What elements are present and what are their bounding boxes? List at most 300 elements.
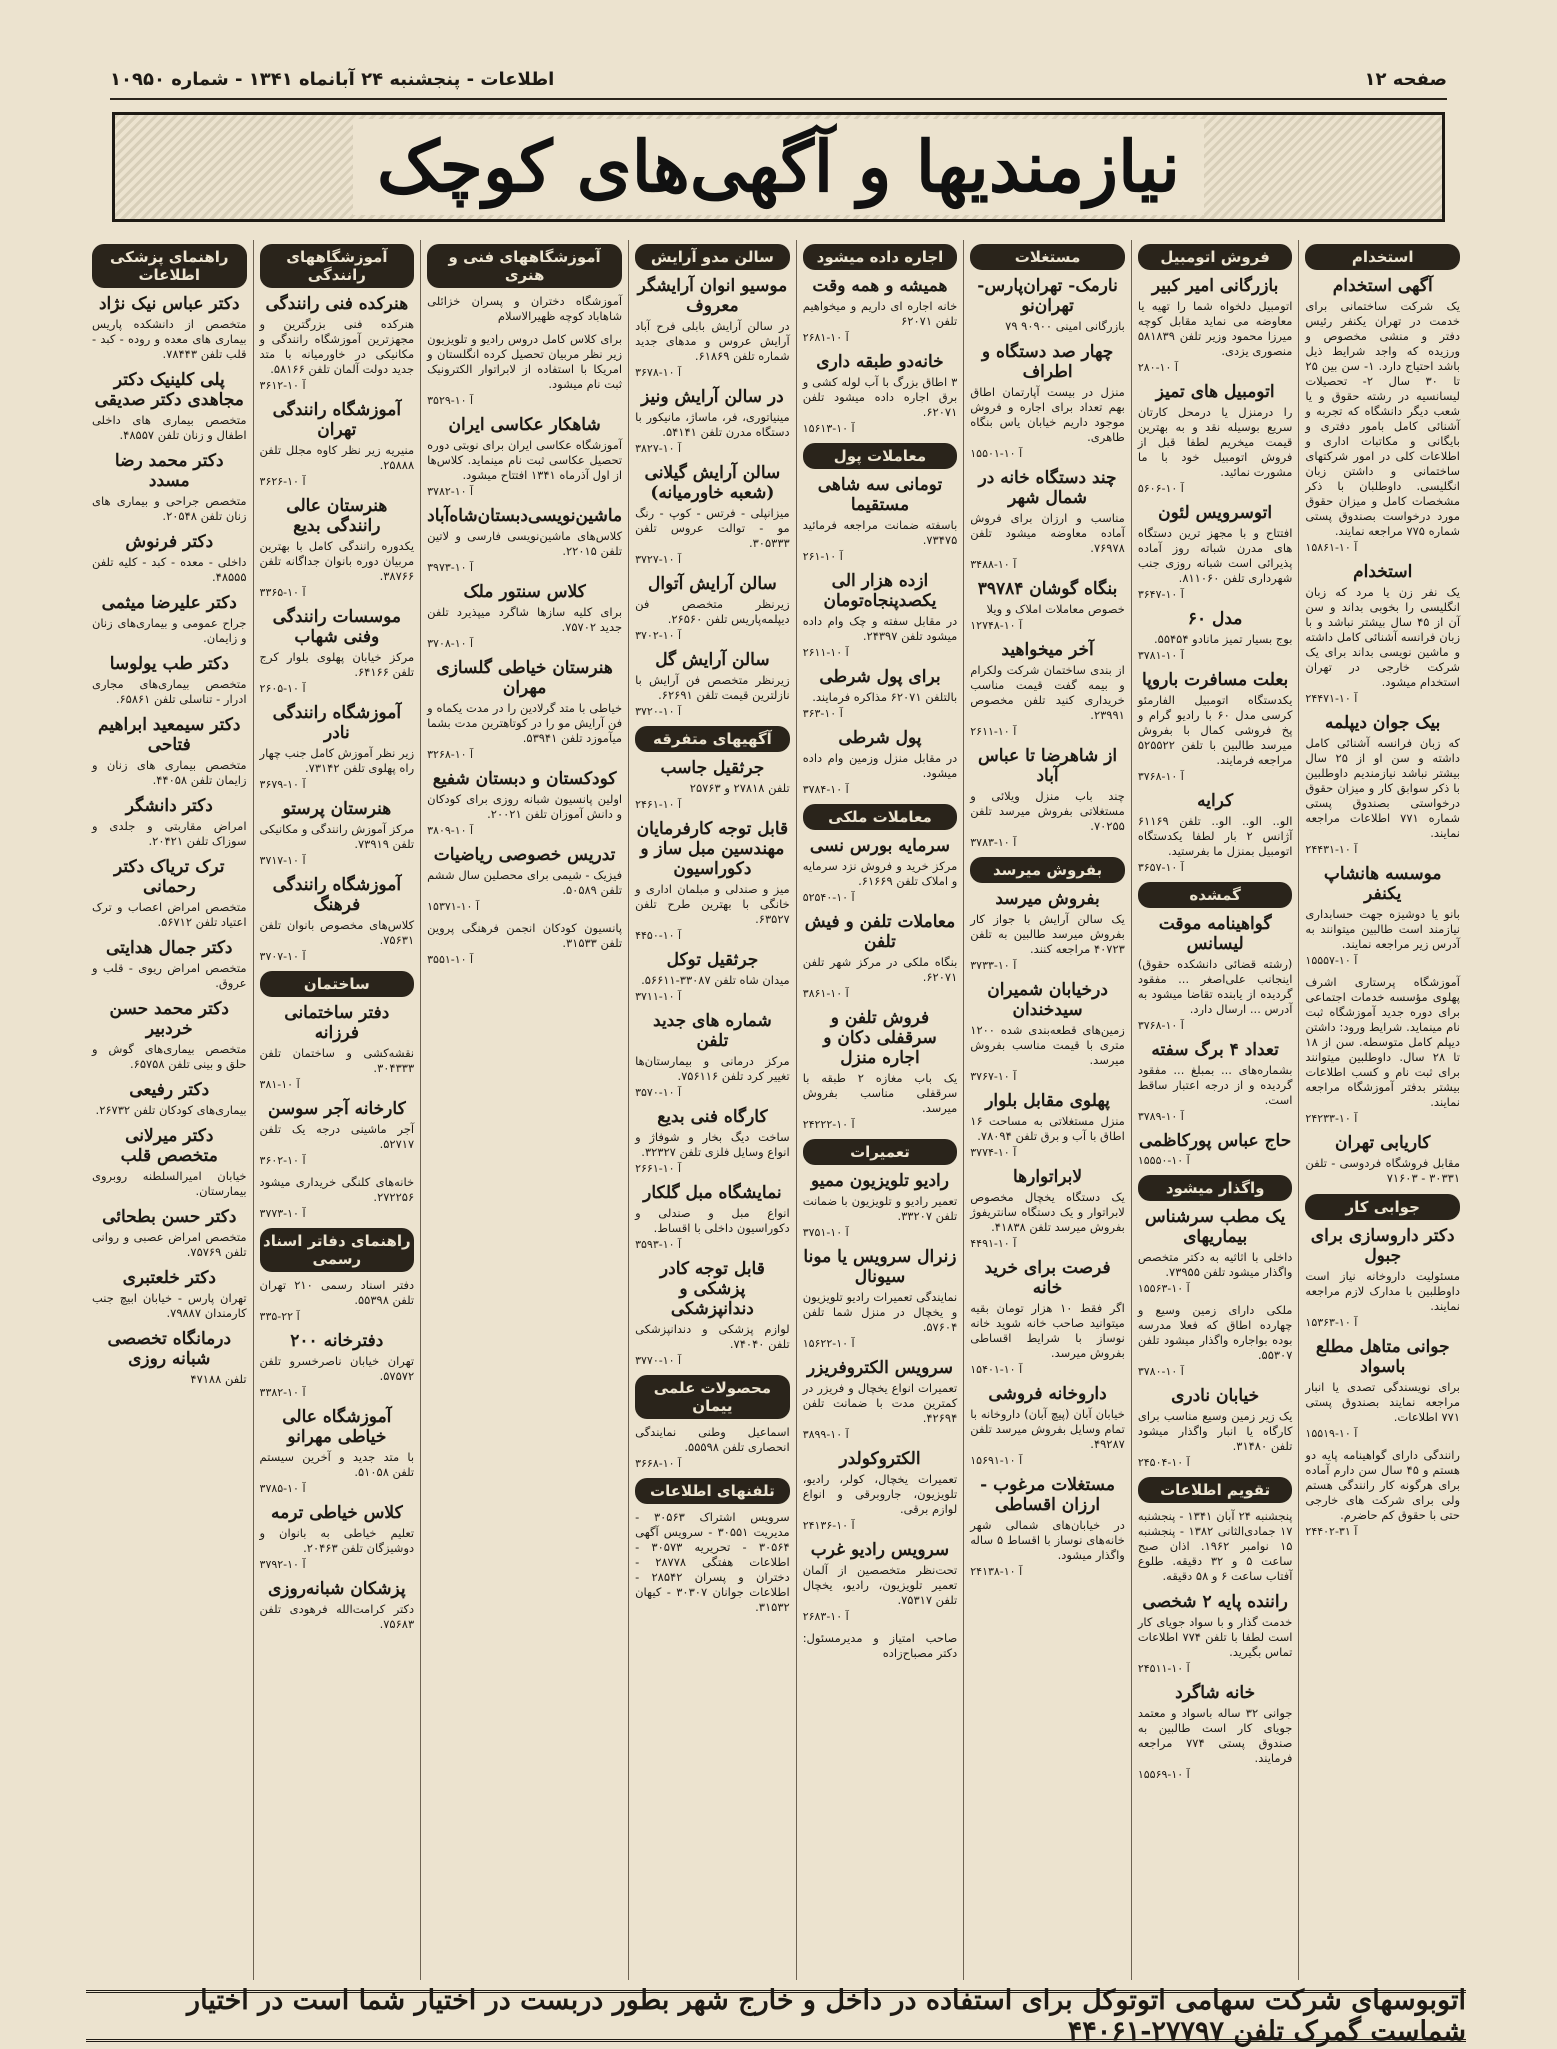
ad-title: از شاهرضا تا عباس آباد <box>977 746 1118 786</box>
ad-title: زنرال سرویس یا مونا سیونال <box>803 1247 957 1287</box>
ad-code: ۳۶۴۷-۱۰ آ <box>1137 588 1184 601</box>
ad-title: هنرستان خیاطی گلسازی مهران <box>436 658 613 698</box>
ad-title: اتومبیل های تمیز <box>1155 382 1275 402</box>
ad-text: در سالن آرایش بابلی فرح آباد آرایش عروس و مدهای جدید شماره تلفن ۶۱۸۶۹. <box>635 319 790 363</box>
ad-text: صاحب امتیاز و مدیرمسئول: دکتر مصباح‌زاده <box>802 1631 958 1660</box>
ad-text: خانه اجاره ای داریم و میخواهیم تلفن ۶۲۰۷۱ <box>802 299 958 328</box>
ad-code: ۱۵۴۰۱-۱۰ آ <box>970 1363 1023 1376</box>
ad-text: پانسیون کودکان انجمن فرهنگی پروین تلفن ۳۱۵۳۳. <box>427 921 623 950</box>
classified-ad <box>1305 276 1460 554</box>
issue-info: اطلاعات - پنجشنبه ۲۴ آبانماه ۱۳۴۱ - شماره ۱۰۹۵۰ <box>110 68 555 90</box>
ad-title: آموزشگاه رانندگی فرهنگ <box>272 875 402 915</box>
column-6 <box>420 240 628 1980</box>
ad-title: آگهی استخدام <box>1332 276 1433 296</box>
classified-ad <box>803 728 958 796</box>
ad-text: امراض مقاربتی و جلدی و سوزاک تلفن ۲۰۴۲۱. <box>91 819 247 848</box>
ad-text: برای نویسندگی تصدی یا انبار مراجعه نمایند بصندوق پستی ۷۷۱ اطلاعات. <box>1305 1380 1460 1424</box>
ad-code: ۳۶۳-۱۰ آ <box>802 707 843 720</box>
ad-text: در مقابل منزل وزمین وام داده میشود. <box>802 751 958 780</box>
ad-text: کلاس‌های مخصوص بانوان تلفن ۷۵۶۳۱. <box>259 918 415 947</box>
ad-text: جراح عمومی و بیماری‌های زنان و زایمان. <box>91 616 247 645</box>
ad-code: ۳۹۷۳-۱۰ آ <box>427 561 474 574</box>
ad-title: سالن آرایش گیلانی (شعبه خاورمیانه) <box>644 463 781 503</box>
classified-ad <box>970 1091 1125 1159</box>
classified-ad <box>970 1258 1125 1376</box>
classified-ad <box>635 1011 790 1099</box>
ad-text: میزانپلی - فرتس - کوپ - رنگ مو - توالت عروس تلفن ۳۰۵۳۳۳. <box>635 506 790 550</box>
classified-ad <box>92 715 247 788</box>
ad-text: یکدستگاه اتومبیل الفارمئو کرسی مدل ۶۰ با رادیو گرام و پخ فروشی کمال با بفروش میرسد طالبین با تلفن ۵۲۵۵۲۲ مراجعه فرمایند. <box>1137 693 1293 767</box>
ad-code: ۳۷۵۱-۱۰ آ <box>802 1226 849 1239</box>
ad-title: استخدام <box>1353 562 1413 582</box>
classified-ad <box>803 1247 958 1350</box>
ad-text: خیابان آبان (پیچ آبان) داروخانه با تمام وسایل بفروش میرسد تلفن ۴۹۲۸۷. <box>970 1407 1125 1451</box>
ad-code: ۳۷۱۱-۱۰ آ <box>635 990 682 1003</box>
ad-text: متخصص بیماری‌های گوش و حلق و بینی تلفن ۶۵۷۵۸. <box>91 1042 247 1071</box>
ad-text: مرکز آموزش رانندگی و مکانیکی تلفن ۷۳۹۱۹. <box>259 822 415 851</box>
classified-ad <box>92 938 247 991</box>
ad-text: خصوص معاملات املاک و ویلا <box>986 602 1125 616</box>
ad-title: تعداد ۴ برگ سفته <box>1151 1040 1279 1060</box>
ad-code: ۵۶۰۶-۱۰ آ <box>1137 482 1184 495</box>
ad-code: ۳۷۸۵-۱۰ آ <box>259 1482 306 1495</box>
ad-text: مینیاتوری، فر، ماساژ، مانیکور با دستگاه مدرن تلفن ۵۴۱۴۱. <box>635 410 790 439</box>
classified-ad <box>427 769 622 837</box>
ad-text: میدان شاه تلفن ۳۳۰۸۷-۵۶۶۱۱. <box>641 973 790 987</box>
ad-title: دکتر داروسازی برای جبول <box>1310 1226 1455 1266</box>
ad-text: زمین‌های قطعه‌بندی شده ۱۲۰۰ متری با قیمت مناسب بفروش میرسد. <box>970 1023 1125 1067</box>
ad-code: ۳۵۵۱-۱۰ آ <box>427 953 474 966</box>
ad-text: بالتلفن ۶۲۰۷۱ مذاکره فرمایند. <box>812 690 958 704</box>
ad-text: یک شرکت ساختمانی برای خدمت در تهران یکنفر رئیس دفتر و منشی مخصوص و ورزیده که واجد شرایط ذیل باشد احتیاج دارد. ۱- سن بین ۲۵ تا ۳۰ سال ۲- تحصیلات لیسانسیه در رشته حقوق و یا شعب دیگر دانشگاه که تجربه و آشنائی کامل بامور دفتری و بایگانی و مکاتبات اداری و اطلاعات کلی در امور شرکتهای ساختمانی و داشتن زبان انگلیسی. داوطلبان با ذکر مشخصات کامل و میزان حقوق مورد درخواست بصندوق پستی شماره ۷۷۵ مراجعه نمایند. <box>1305 299 1460 538</box>
ad-code: ۳۶۱۲-۱۰ آ <box>259 379 306 392</box>
ad-text: یکدوره رانندگی کامل با بهترین مربیان دوره بانوان جداگانه تلفن ۳۸۷۶۶. <box>259 539 415 583</box>
classified-ad <box>803 276 958 344</box>
section-header: تعمیرات <box>803 1139 958 1165</box>
classified-ad <box>1138 1386 1293 1469</box>
ad-code: ۱۵۵۰۱-۱۰ آ <box>970 447 1023 460</box>
ad-title: شماره های جدید تلفن <box>653 1011 772 1051</box>
classified-ad <box>427 845 622 913</box>
ad-text: متخصص جراحی و بیماری های زنان تلفن ۲۰۵۴۸. <box>91 494 247 523</box>
classified-ad <box>1305 562 1460 705</box>
classified-ad <box>427 506 622 574</box>
ad-title: کرایه <box>1197 791 1234 811</box>
ad-code: ۳۷۱۷-۱۰ آ <box>259 854 306 867</box>
ad-text: یک سالن آرایش با جواز کار بفروش میرسد طالبین به تلفن ۴۰۷۲۳ مراجعه کنند. <box>970 912 1125 956</box>
ad-text: تعمیرات انواع یخچال و فریزر در کمترین مدت با ضمانت تلفن ۴۲۶۹۴. <box>802 1381 958 1425</box>
classified-ad <box>1138 1509 1293 1584</box>
classified-ad <box>635 1425 790 1470</box>
section-header: جوابی کار <box>1305 1194 1460 1220</box>
ad-code: ۱۵۳۷۱-۱۰ آ <box>427 900 480 913</box>
classified-ad <box>260 875 415 963</box>
classified-ad <box>260 1099 415 1167</box>
classified-ad <box>803 836 958 904</box>
ad-title: گواهینامه موقت لیسانس <box>1158 914 1272 954</box>
ad-title: موسسه هانشاپ یکنفر <box>1323 864 1442 904</box>
classified-ad <box>92 1268 247 1321</box>
ad-title: دکتر دانشگر <box>125 796 213 816</box>
ad-title: بازرگانی امیر کبیر <box>1151 276 1279 296</box>
ad-code: ۳۷۹۲-۱۰ آ <box>259 1558 306 1571</box>
classified-ad <box>1305 1226 1460 1329</box>
ad-text: منزل در بیست آپارتمان اطاق بهم تعداد برای اجاره و فروش موجود داریم خیابان یاس بنگاه طاهری. <box>970 385 1125 444</box>
ad-title: اتوسرویس لئون <box>1158 503 1273 523</box>
ad-text: برای کلاس کامل دروس رادیو و تلویزیون زیر نظر مربیان تحصیل کرده انگلستان و امریکا با استفاده از لابراتوار الکترونیک ثبت نام میشود. <box>427 332 623 391</box>
classified-ad <box>1138 1683 1293 1781</box>
ad-text: باسفته ضمانت مراجعه فرمائید ۷۳۴۷۵. <box>802 518 958 547</box>
section-header: بفروش میرسد <box>970 857 1125 883</box>
section-header: تقویم اطلاعات <box>1138 1477 1293 1503</box>
ad-text: که زبان فرانسه آشنائی کامل داشته و سن او از ۲۵ سال بیشتر نباشد نیازمندیم داوطلبین با ذکر سوابق کار و میزان حقوق درخواستی بصندوق پستی شماره ۷۷۱ اطلاعات مراجعه نمایند. <box>1305 736 1460 840</box>
column-8 <box>86 240 253 1980</box>
classified-ad <box>970 1167 1125 1250</box>
ad-text: خیاطی با متد گرلادین را در مدت یکماه و فن آرایش مو را در کوتاهترین مدت بشما میآموزد تلفن ۵۳۹۴۱. <box>427 701 623 745</box>
classified-ad <box>1138 382 1293 495</box>
ad-text: خانه‌های کلنگی خریداری میشود ۲۷۲۲۵۶. <box>259 1175 415 1204</box>
ad-text: متخصص امراض اعصاب و ترک اعتیاد تلفن ۵۶۷۱۲. <box>91 900 247 929</box>
classified-ad <box>803 475 958 563</box>
ad-code: ۳۸۱-۱۰ آ <box>259 1078 300 1091</box>
classified-ad <box>260 1407 415 1495</box>
ad-text: در خیابان‌های شمالی شهر خانه‌های نوساز با اقساط ۵ ساله واگذار میشود. <box>970 1518 1125 1562</box>
classified-ad <box>635 1510 790 1615</box>
ad-text: خیابان امیرالسلطنه روبروی بیمارستان. <box>91 1169 247 1198</box>
classified-ad <box>635 650 790 718</box>
classified-ad <box>803 571 958 659</box>
ad-code: ۲۶۱-۱۰ آ <box>802 550 843 563</box>
ad-code: ۱۵۵۵۷-۱۰ آ <box>1305 954 1358 967</box>
ad-code: ۳۳۶۵-۱۰ آ <box>259 586 306 599</box>
ad-title: معاملات تلفن و فیش تلفن <box>804 912 956 952</box>
ad-title: هنرستان پرستو <box>282 799 392 819</box>
classified-ad <box>92 593 247 646</box>
ad-text: ساخت دیگ بخار و شوفاژ و انواع وسایل فلزی تلفن ۳۲۳۲۷. <box>635 1130 790 1159</box>
ad-code: ۳۷۲۰-۱۰ آ <box>635 705 682 718</box>
ad-text: بیماری‌های کودکان تلفن ۲۶۷۳۲. <box>95 1103 247 1117</box>
section-header: فروش اتومبیل <box>1138 244 1293 270</box>
ad-code: ۴۴۵۰-۱۰ آ <box>635 929 682 942</box>
ad-text: یک زیر زمین وسیع مناسب برای کارگاه یا انبار واگذار میشود تلفن ۳۱۴۸۰. <box>1137 1409 1293 1453</box>
classified-ad <box>92 1329 247 1387</box>
classified-ad <box>260 1278 415 1323</box>
ad-code: ۳۶۶۸-۱۰ آ <box>635 1457 682 1470</box>
ad-text: الو.. الو.. الو.. تلفن ۶۱۱۶۹ آژانس ۲ بار لطفا یکدستگاه اتومبیل بمنزل ما بفرستید. <box>1137 814 1293 858</box>
ad-text: ۳ اطاق بزرگ با آب لوله کشی و برق اجاره داده میشود تلفن ۶۲۰۷۱. <box>802 375 958 419</box>
classified-ad <box>1138 503 1293 601</box>
classified-ad <box>803 912 958 1000</box>
ad-title: آموزشگاه رانندگی نادر <box>272 703 402 743</box>
ad-title: دکتر عباس نیک نژاد <box>98 294 240 314</box>
ad-title: دکتر فرنوش <box>125 532 214 552</box>
ad-title: مستغلات مرغوب - ارزان اقساطی <box>980 1475 1115 1515</box>
classified-ad <box>92 1080 247 1118</box>
ad-code: ۴۴۹۱-۱۰ آ <box>970 1237 1017 1250</box>
ad-code: ۳۵۹۳-۱۰ آ <box>635 1238 682 1251</box>
classified-ad <box>92 857 247 930</box>
ad-title: برای پول شرطی <box>819 667 941 687</box>
ad-title: لابراتوارها <box>1012 1167 1083 1187</box>
ad-title: آموزشگاه رانندگی تهران <box>272 400 402 440</box>
ad-text: زیر نظر آموزش کامل جنب چهار راه پهلوی تلفن ۷۳۱۴۲. <box>259 746 415 775</box>
ad-text: تلفن ۲۷۸۱۸ و ۲۵۷۶۳ <box>689 781 790 795</box>
ad-text: دفتر اسناد رسمی ۲۱۰ تهران تلفن ۵۵۳۹۸. <box>259 1278 415 1307</box>
banner-title: نیازمندیها و آگهی‌های کوچک <box>353 119 1204 215</box>
ad-code: ۲۶۰۵-۱۰ آ <box>259 682 306 695</box>
ad-title: راننده پایه ۲ شخصی <box>1142 1592 1288 1612</box>
classified-ad <box>260 400 415 488</box>
section-header: واگذار میشود <box>1138 1175 1293 1201</box>
section-header: گمشده <box>1138 882 1293 908</box>
column-3 <box>963 240 1131 1980</box>
ad-title: هنرستان عالی رانندگی بدیع <box>286 496 388 536</box>
ad-title: کارگاه فنی بدیع <box>657 1107 768 1127</box>
classified-ad <box>635 276 790 379</box>
ad-text: متخصص بیماری‌های مجاری ادرار - تناسلی تلفن ۶۵۸۶۱. <box>91 677 247 706</box>
ad-code: ۲۴۵۱۱-۱۰ آ <box>1137 1662 1190 1675</box>
classified-ad <box>635 1107 790 1175</box>
ad-text: تعمیر رادیو و تلویزیون با ضمانت تلفن ۳۳۲۰۷. <box>802 1194 958 1223</box>
ad-code: ۳۷۷۳-۱۰ آ <box>259 1207 306 1220</box>
ad-title: کلاس سنتور ملک <box>463 582 586 602</box>
section-header: استخدام <box>1305 244 1460 270</box>
ad-code: ۲۴۱۳۶-۱۰ آ <box>802 1519 855 1532</box>
ad-code: ۲۴۴۳۱-۱۰ آ <box>1305 843 1358 856</box>
section-header: ساختمان <box>260 971 415 997</box>
ad-title: آموزشگاه عالی خیاطی مهرانو <box>282 1407 392 1447</box>
ad-code: ۳۳۸۲-۱۰ آ <box>259 1386 306 1399</box>
ad-code: ۱۵۶۹۱-۱۰ آ <box>970 1454 1023 1467</box>
ad-title: سرمایه بورس نسی <box>809 836 951 856</box>
column-4 <box>796 240 964 1980</box>
section-header: راهنمای دفاتر اسناد رسمی <box>260 1228 415 1272</box>
ad-text: متخصص بیماری های داخلی اطفال و زنان تلفن ۴۸۵۵۷. <box>91 413 247 442</box>
footer-ad <box>86 1985 1466 2047</box>
classified-ad <box>803 1631 958 1661</box>
classified-ad <box>635 1259 790 1367</box>
ad-code: ۵۲۵۴۰-۱۰ آ <box>802 891 855 904</box>
section-header: معاملات پول <box>803 443 958 469</box>
ad-title: موسیو انوان آرایشگر معروف <box>637 276 788 316</box>
ad-title: آخر میخواهید <box>1001 640 1094 660</box>
ad-code: ۳۳۵-۲۲ آ <box>259 1310 300 1323</box>
classified-ad <box>1305 1133 1460 1186</box>
ad-code: ۳۷۶۸-۱۰ آ <box>1137 770 1184 783</box>
ad-text: اگر فقط ۱۰ هزار تومان بقیه میتوانید صاحب خانه شوید خانه نوساز با شرایط اقساطی بفروش میرسد. <box>970 1301 1125 1360</box>
ad-text: داخلی با اثاثیه به دکتر متخصص واگذار میشود تلفن ۷۳۹۵۵. <box>1137 1250 1293 1279</box>
ad-code: ۳۸۶۱-۱۰ آ <box>802 987 849 1000</box>
ad-code: ۳۷۷۰-۱۰ آ <box>635 1354 682 1367</box>
ad-text: متخصص امراض ریوی - قلب و عروق. <box>91 961 247 990</box>
ad-title: بیک جوان دیپلمه <box>1325 713 1441 733</box>
ad-title: درخیابان شمیران سیدخندان <box>987 980 1108 1020</box>
ad-text: آجر ماشینی درجه یک تلفن ۵۲۷۱۷. <box>259 1122 415 1151</box>
ad-text: متخصص امراض عصبی و روانی تلفن ۷۵۷۶۹. <box>91 1230 247 1259</box>
ad-title: پلی کلینیک دکتر مجاهدی دکتر صدیقی <box>94 370 244 410</box>
ad-text: ملکی دارای زمین وسیع و چهارده اطاق که فعلا مدرسه بوده بواجاره واگذار میشود تلفن ۵۵۳۰۷. <box>1137 1303 1293 1362</box>
ad-text: از بندی ساختمان شرکت ولکرام و بیمه گفت قیمت مناسب خریداری کنید تلفن مخصوص ۲۳۹۹۱. <box>970 663 1125 722</box>
ad-title: جوانی متاهل مطلع باسواد <box>1315 1337 1450 1377</box>
ad-text: تهران خیابان ناصرخسرو تلفن ۵۷۵۷۲. <box>259 1354 415 1383</box>
classified-ad <box>803 1540 958 1623</box>
ad-title: در سالن آرایش ونیز <box>641 387 784 407</box>
classified-ad <box>260 1331 415 1399</box>
ad-title: چند دستگاه خانه در شمال شهر <box>978 468 1117 508</box>
ad-text: را درمنزل یا درمحل کارتان سریع بوسیله نقد و به بهترین قیمت میخریم لطفا قبل از فروش اتومبیل خود با ما مشورت نمائید. <box>1137 405 1293 479</box>
classified-ad <box>1138 1207 1293 1295</box>
ad-code: ۲۶۶۱-۱۰ آ <box>635 1162 682 1175</box>
classified-ad <box>92 294 247 362</box>
ad-text: مرکز خیابان پهلوی بلوار کرج تلفن ۶۴۱۶۶. <box>259 650 415 679</box>
ad-text: تعمیرات یخچال، کولر، رادیو، تلویزیون، جاروبرقی و انواع لوازم برقی. <box>802 1472 958 1516</box>
classified-ad <box>260 607 415 695</box>
classified-ad <box>260 1579 415 1632</box>
ad-title: داروخانه فروشی <box>988 1384 1107 1404</box>
classified-ad <box>1138 609 1293 662</box>
classified-ad <box>260 703 415 791</box>
ad-text: چند باب منزل ویلائی و مستغلاتی بفروش میرسد تلفن ۷۰۲۵۵. <box>970 789 1125 833</box>
classified-ad <box>260 1003 415 1091</box>
classified-ad <box>1305 1448 1460 1538</box>
ad-code: ۱۵۵۵۰-۱۰ آ <box>1137 1154 1190 1167</box>
ad-code: ۳۷۸۰-۱۰ آ <box>1137 1365 1184 1378</box>
ad-text: انواع مبل و صندلی و دکوراسیون داخلی با اقساط. <box>635 1206 790 1235</box>
ad-code: ۳۷۲۷-۱۰ آ <box>635 553 682 566</box>
ad-code: ۳۸۲۷-۱۰ آ <box>635 442 682 455</box>
ad-code: ۲۶۸۳-۱۰ آ <box>802 1610 849 1623</box>
ad-code: ۳۷۷۴-۱۰ آ <box>970 1146 1017 1159</box>
classified-ad <box>427 332 622 407</box>
ad-code: ۱۵۵۱۹-۱۰ آ <box>1305 1427 1358 1440</box>
ad-title: دکتر رفیعی <box>129 1080 210 1100</box>
section-header: اجاره داده میشود <box>803 244 958 270</box>
ad-text: اولین پانسیون شبانه روزی برای کودکان و دانش آموزان تلفن ۲۰۰۲۱. <box>427 792 623 821</box>
ad-text: کلاس‌های ماشین‌نویسی فارسی و لاتین تلفن ۲۲۰۱۵. <box>427 529 623 558</box>
ad-title: الکتروکولدر <box>839 1449 921 1469</box>
ad-code: ۳۴۸۸-۱۰ آ <box>970 558 1017 571</box>
ad-text: بوج بسیار تمیز مانادو ۵۵۴۵۴. <box>1153 632 1293 646</box>
ad-code: ۳۷۰۲-۱۰ آ <box>635 629 682 642</box>
ad-text: مناسب و ارزان برای فروش آماده معاوضه میشود تلفن ۷۶۹۷۸. <box>970 511 1125 555</box>
ad-title: مدل ۶۰ <box>1187 609 1243 629</box>
classified-ad <box>1305 1337 1460 1440</box>
classified-ad <box>92 451 247 524</box>
ad-text: جوانی ۳۲ ساله باسواد و معتمد جویای کار است طالبین به صندوق پستی ۷۷۴ مراجعه فرمایند. <box>1137 1706 1293 1765</box>
ad-text: مرکز درمانی و بیمارستان‌ها تغییر کرد تلفن ۷۵۶۱۱۶. <box>635 1054 790 1083</box>
ad-code: ۲۴۱۳۸-۱۰ آ <box>970 1565 1023 1578</box>
ad-text: منیریه زیر نظر کاوه مجلل تلفن ۲۵۸۸۸. <box>259 443 415 472</box>
ad-code: ۲۴۴۷۱-۱۰ آ <box>1305 692 1358 705</box>
page-header <box>110 68 1447 90</box>
classified-ad <box>427 921 622 966</box>
classified-ad <box>260 294 415 392</box>
classified-ad <box>803 352 958 435</box>
classified-ad <box>970 980 1125 1083</box>
ad-code: ۲۴۲۳۳-۱۰ آ <box>1305 1112 1358 1125</box>
ad-code: ۲۴۴۰۲-۳۱ آ <box>1305 1525 1358 1538</box>
ad-title: پهلوی مقابل بلوار <box>985 1091 1110 1111</box>
section-header: تلفنهای اطلاعات <box>635 1478 790 1504</box>
ad-code: ۳۶۷۸-۱۰ آ <box>635 366 682 379</box>
ad-text: یک نفر زن یا مرد که زبان انگلیسی را بخوبی بداند و سن آن از ۴۵ سال بیشتر نباشد و با زبان فرانسه آشنائی کامل داشته و ماشین نویسی بداند برای یک شرکت خارجی در تهران استخدام میشود. <box>1305 585 1461 689</box>
classified-ad <box>970 468 1125 571</box>
ad-code: ۱۵۵۶۳-۱۰ آ <box>1137 1282 1190 1295</box>
section-header: سالن مدو آرایش <box>635 244 790 270</box>
ad-title: بعلت مسافرت باروپا <box>1141 670 1289 690</box>
ad-title: رادیو تلویزیون ممیو <box>811 1171 949 1191</box>
ad-title: بنگاه گوشان ۳۹۷۸۴ <box>977 579 1118 599</box>
ad-code: ۱۵۸۶۱-۱۰ آ <box>1305 541 1358 554</box>
ad-title: ترک تریاک دکتر رحمانی <box>113 857 225 897</box>
classified-ad <box>970 889 1125 972</box>
ad-text: یک دستگاه یخچال مخصوص لابراتوار و یک دستگاه سانتریفوژ بفروش میرسد تلفن ۴۱۸۳۸. <box>970 1190 1125 1234</box>
ad-code: ۳۷۸۳-۱۰ آ <box>970 836 1017 849</box>
ad-text: متخصص از دانشکده پاریس بیماری های معده و روده - کبد - قلب تلفن ۷۸۴۴۳. <box>91 317 247 361</box>
ad-title: دکتر محمد رضا مسدد <box>114 451 224 491</box>
classified-ad <box>970 579 1125 632</box>
ad-title: هنرکده فنی رانندگی <box>265 294 409 314</box>
classified-ad <box>1305 713 1460 856</box>
classified-ad <box>92 999 247 1072</box>
ad-code: ۳۷۸۲-۱۰ آ <box>427 485 474 498</box>
ad-code: ۲۴۶۱-۱۰ آ <box>635 798 682 811</box>
ad-text: رانندگی دارای گواهینامه پایه دو هستم و ۴۵ سال سن دارم آماده برای هرگونه کار رانندگی هستم ولی برای شرکت های خارجی حتی با حقوق کم حاضرم. <box>1305 1448 1460 1522</box>
ad-title: خانه‌دو طبقه داری <box>816 352 944 372</box>
ad-text: با متد جدید و آخرین سیستم تلفن ۵۱۰۵۸. <box>259 1450 415 1479</box>
ad-code: ۱۲۷۴۸-۱۰ آ <box>970 619 1023 632</box>
ad-title: شاهکار عکاسی ایران <box>448 415 601 435</box>
ad-text: تلفن ۴۷۱۸۸ <box>190 1372 247 1386</box>
classified-ad <box>803 1449 958 1532</box>
ad-columns <box>86 240 1466 1980</box>
classified-ad <box>635 1183 790 1251</box>
ad-text: تعلیم خیاطی به بانوان و دوشیزگان تلفن ۲۰۴۶۳. <box>259 1526 415 1555</box>
column-7 <box>253 240 421 1980</box>
ad-code: ۳۲۶۸-۱۰ آ <box>427 748 474 761</box>
classified-ad <box>970 342 1125 460</box>
ad-code: ۱۵۵۶۹-۱۰ آ <box>1137 1768 1190 1781</box>
ad-code: ۳۷۸۱-۱۰ آ <box>1137 649 1184 662</box>
ad-code: ۳۶۵۷-۱۰ آ <box>1137 861 1184 874</box>
ad-title: دکتر حسن بطحائی <box>102 1207 237 1227</box>
column-5 <box>628 240 796 1980</box>
ad-title: خیابان نادری <box>1171 1386 1260 1406</box>
classified-ad <box>1138 276 1293 374</box>
ad-code: ۳۷۶۷-۱۰ آ <box>970 1070 1017 1083</box>
classified-ad <box>1138 1592 1293 1675</box>
classified-ad <box>803 1358 958 1441</box>
classified-ad <box>92 1126 247 1199</box>
ad-title: قابل توجه کادر پزشکی و دندانپزشکی <box>659 1259 765 1319</box>
ad-title: فروش تلفن و سرقفلی دکان و اجاره منزل <box>823 1008 937 1068</box>
ad-title: دکتر میرلانی متخصص قلب <box>120 1126 218 1166</box>
ad-title: دفتر ساختمانی فرزانه <box>284 1003 390 1043</box>
ad-title: سرویس الکتروفریزر <box>806 1358 953 1378</box>
ad-text: (رشته قضائی دانشکده حقوق) اینجانب علی‌اصغر ... مفقود گردیده از یابنده تقاضا میشود به آدرس ... ارسال دارد. <box>1137 957 1293 1016</box>
classified-ad <box>635 463 790 566</box>
ad-title: چهار صد دستگاه و اطراف <box>981 342 1114 382</box>
ad-text: هنرکده فنی بزرگترین و مجهزترین آموزشگاه رانندگی و مکانیکی در خاورمیانه با متد جدید دولت آلمان تلفن ۵۸۱۶۶. <box>259 317 415 376</box>
section-header: محصولات علمی ییمان <box>635 1375 790 1419</box>
ad-title: حاج عباس پورکاظمی <box>1139 1131 1292 1151</box>
classified-ad <box>427 582 622 650</box>
classified-ad <box>1138 1040 1293 1123</box>
ad-text: در مقابل سفته و چک وام داده میشود تلفن ۲۴۳۹۷. <box>802 614 958 643</box>
ad-title: ماشین‌نویسی‌دبستان‌شاه‌آباد <box>427 506 623 526</box>
ad-code: ۱۵۳۶۳-۱۰ آ <box>1305 1316 1358 1329</box>
ad-text: بشماره‌های ... بمبلغ ... مفقود گردیده و از درجه اعتبار ساقط است. <box>1137 1063 1293 1107</box>
